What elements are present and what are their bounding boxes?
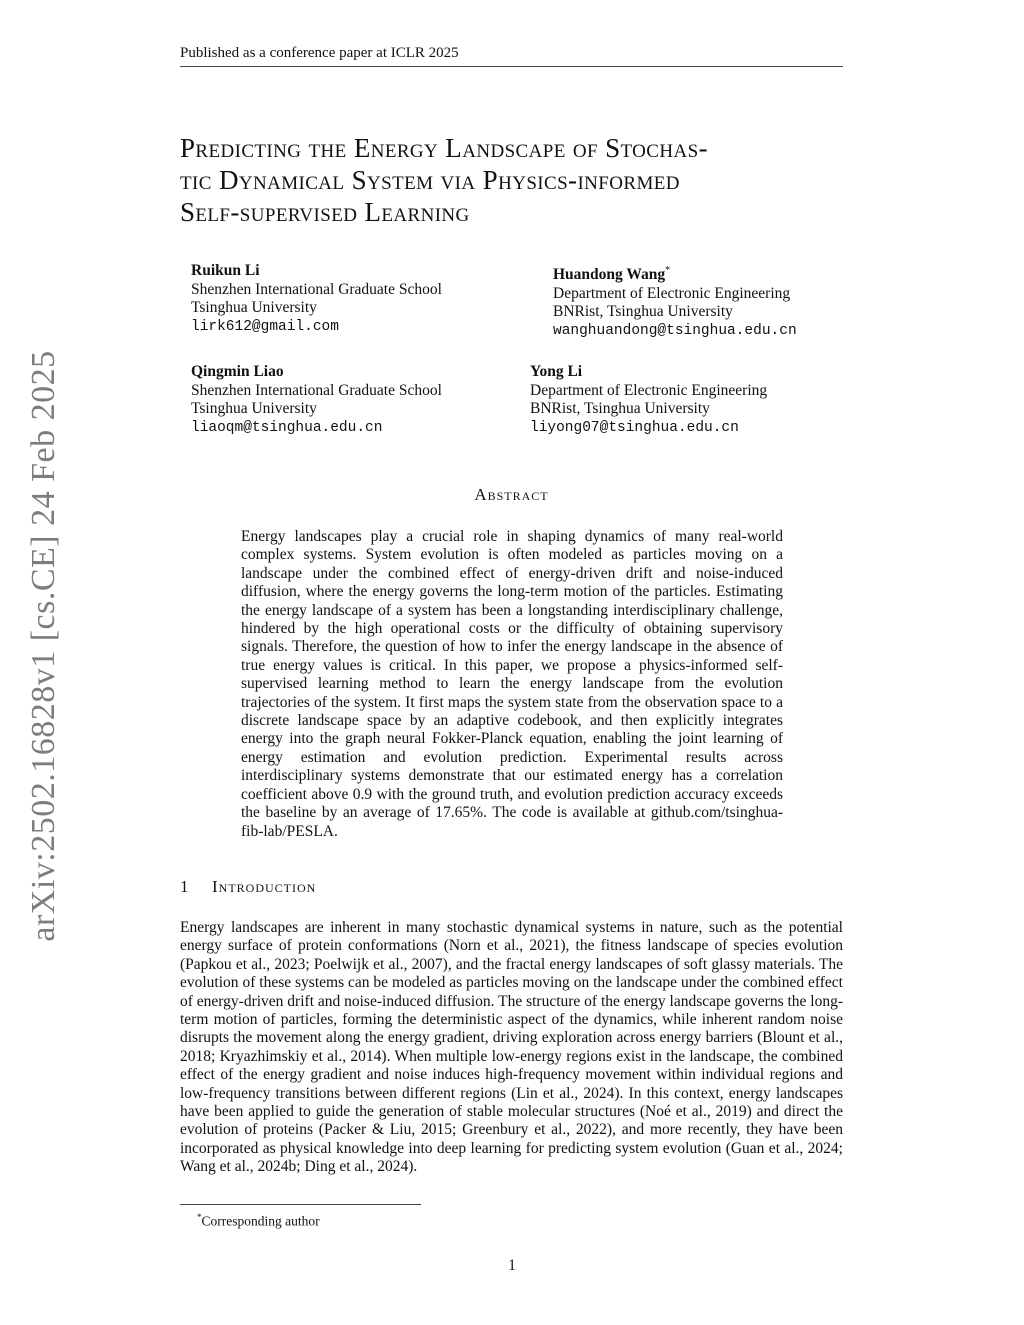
- author-block: [191, 262, 442, 336]
- author-affiliation: Department of Electronic Engineering: [553, 284, 791, 302]
- abstract-text: Energy landscapes play a crucial role in shaping dynamics of many real-world complex systems. System evolution is often modeled as particles moving on a landscape under the combined effect of energy-driven drift and noise-induced diffusion, where the energy governs the long-term motion of the particles. Estimating the energy landscape of a system has been a longstanding interdisciplinary challenge, hindered by the high operational costs or the difficulty of obtaining supervisory signals. Therefore, the question of how to infer the energy landscape in the absence of true energy values is critical. In this paper, we propose a physics-informed self-supervised learning method to learn the energy landscape from the evolution trajectories of the system. It first maps the system state from the observation space to a discrete landscape space by an adaptive codebook, and then explicitly integrates energy into the graph neural Fokker-Planck equation, enabling the joint learning of energy estimation and evolution prediction. Experimental results across interdisciplinary systems demonstrate that our estimated energy has a correlation coefficient above 0.9 with the ground truth, and evolution prediction accuracy exceeds the baseline by an average of 17.65%. The code is available at github.com/tsinghua-fib-lab/PESLA.: [241, 528, 783, 840]
- abstract-heading: Abstract: [474, 485, 549, 504]
- author-email[interactable]: liaoqm@tsinghua.edu.cn: [191, 419, 383, 436]
- author-email[interactable]: liyong07@tsinghua.edu.cn: [530, 419, 739, 436]
- author-institution: Tsinghua University: [191, 400, 317, 417]
- footnote-text: Corresponding author: [201, 1213, 320, 1229]
- author-institution: BNRist, Tsinghua University: [530, 400, 710, 417]
- author-name: Yong Li: [530, 363, 583, 380]
- page-number: 1: [508, 1257, 516, 1274]
- author-name: Qingmin Liao: [191, 363, 284, 380]
- author-affiliation: Shenzhen International Graduate School: [191, 280, 442, 298]
- author-institution: Tsinghua University: [191, 299, 317, 316]
- introduction-paragraph: Energy landscapes are inherent in many stochastic dynamical systems in nature, such as the potential energy surface of protein conformations (Norn et al., 2021), the fitness landscape of species evolution (Papkou et al., 2023; Poelwijk et al., 2007), and the fractal energy landscapes of soft glassy materials. The evolution of these systems can be modeled as particles moving on the landscape under the combined effect of energy-driven drift and noise-induced diffusion. The structure of the energy landscape governs the long-term motion of particles, forming the deterministic aspect of the dynamics, while inherent random noise disrupts the movement along the energy gradient, driving exploration across energy barriers (Blount et al., 2018; Kryazhimskiy et al., 2014). When multiple low-energy regions exist in the landscape, the combined effect of the energy gradient and noise induces high-frequency movement within individual regions and low-frequency transitions between different regions (Lin et al., 2024). In this context, energy landscapes have been applied to guide the generation of stable molecular structures (Noé et al., 2019) and direct the evolution of proteins (Packer & Liu, 2015; Greenbury et al., 2022), and more recently, they have been incorporated as physical knowledge into deep learning for predicting system evolution (Guan et al., 2024; Wang et al., 2024b; Ding et al., 2024).: [180, 919, 844, 1176]
- author-name: Ruikun Li: [191, 262, 260, 279]
- paper-title: [180, 132, 843, 228]
- author-block: [553, 262, 797, 340]
- author-block: [530, 363, 767, 437]
- arxiv-identifier: arXiv:2502.16828v1 [cs.CE] 24 Feb 2025: [25, 350, 62, 942]
- author-affiliation: Department of Electronic Engineering: [530, 381, 768, 399]
- author-email[interactable]: lirk612@gmail.com: [191, 318, 339, 335]
- footnote-divider: [180, 1204, 421, 1205]
- corresponding-author-marker: *: [665, 265, 671, 276]
- running-header: Published as a conference paper at ICLR 2025: [180, 44, 843, 67]
- title-line-3: Self-supervised Learning: [180, 197, 470, 227]
- section-number: 1: [180, 877, 190, 896]
- section-title: Introduction: [212, 877, 317, 896]
- author-block: [191, 363, 442, 437]
- author-affiliation: Shenzhen International Graduate School: [191, 381, 442, 399]
- section-heading: [180, 877, 316, 897]
- title-line-1: Predicting the Energy Landscape of Stochas-: [180, 133, 708, 163]
- author-email[interactable]: wanghuandong@tsinghua.edu.cn: [553, 322, 797, 339]
- footnote: [197, 1209, 320, 1230]
- footnote-marker: *: [197, 1212, 202, 1222]
- title-line-2: tic Dynamical System via Physics-informed: [180, 165, 680, 195]
- author-institution: BNRist, Tsinghua University: [553, 303, 733, 321]
- author-name: Huandong Wang*: [553, 265, 671, 284]
